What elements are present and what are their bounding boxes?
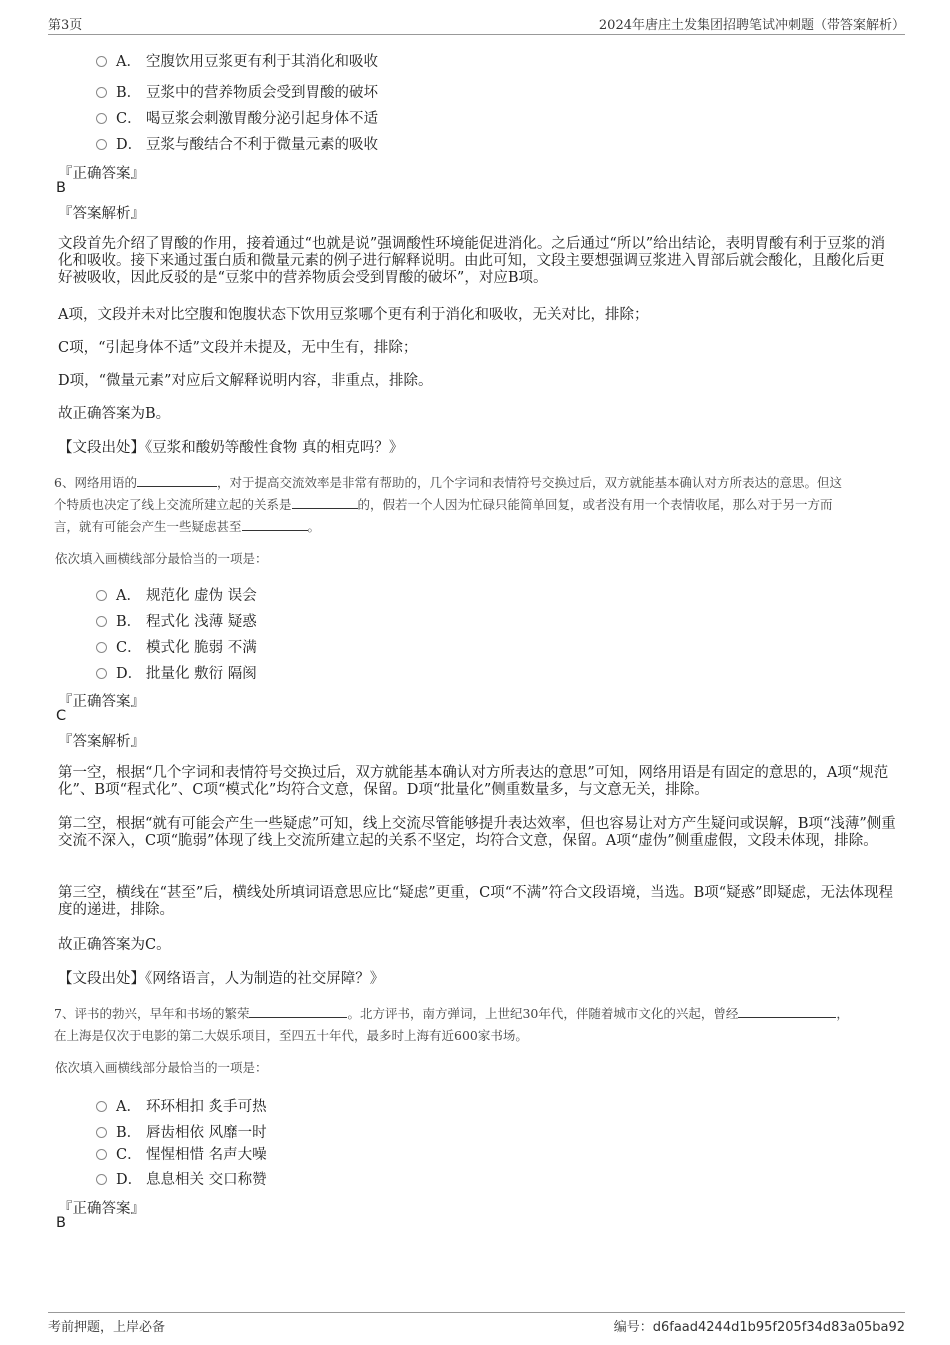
radio-icon[interactable] bbox=[96, 56, 107, 67]
radio-icon[interactable] bbox=[96, 113, 107, 124]
q6-source: 【文段出处】《网络语言，人为制造的社交屏障？》 bbox=[58, 971, 385, 987]
q6-option-a[interactable]: A． 规范化 虚伪 误会 bbox=[96, 584, 257, 605]
q5-analysis-para-5: 故正确答案为B。 bbox=[58, 406, 171, 422]
q7-answer: B bbox=[56, 1215, 66, 1231]
radio-icon[interactable] bbox=[96, 642, 107, 653]
q7-option-d[interactable]: D． 息息相关 交口称赞 bbox=[96, 1168, 267, 1189]
radio-icon[interactable] bbox=[96, 590, 107, 601]
radio-icon[interactable] bbox=[96, 1174, 107, 1185]
q7-stem: 7、评书的勃兴，早年和书场的繁荣 。北方评书，南方弹词，上世纪30年代，伴随着城市文化的兴起，曾经 ， 在上海是仅次于电影的第二大娱乐项目，至四五十年代，最多时上海有近600家书场。 bbox=[54, 1003, 900, 1047]
q6-option-c[interactable]: C． 模式化 脆弱 不满 bbox=[96, 636, 257, 657]
q5-analysis-para-4: D项，“微量元素”对应后文解释说明内容，非重点，排除。 bbox=[58, 373, 433, 389]
document-code: 编号：d6faad4244d1b95f205f34d83a05ba92 bbox=[613, 1320, 905, 1335]
q7-option-a[interactable]: A． 环环相扣 炙手可热 bbox=[96, 1095, 267, 1116]
page-number: 第3页 bbox=[48, 18, 83, 33]
blank-2[interactable] bbox=[292, 494, 358, 509]
q5-option-c[interactable]: C． 喝豆浆会刺激胃酸分泌引起身体不适 bbox=[96, 107, 378, 128]
q6-analysis-para-2: 第二空，根据“就有可能会产生一些疑虑”可知，线上交流尽管能够提升表达效率，但也容易让对方产生疑问或误解，B项“浅薄”侧重交流不深入，C项“脆弱”体现了线上交流所建立起的关系不坚定，均符合文意，保留。A项“虚伪”侧重虚假，文段未体现，排除。 bbox=[58, 816, 896, 849]
radio-icon[interactable] bbox=[96, 668, 107, 679]
document-title: 2024年唐庄土发集团招聘笔试冲刺题（带答案解析） bbox=[598, 18, 905, 33]
q6-answer: C bbox=[56, 708, 67, 724]
blank-1[interactable] bbox=[137, 472, 217, 487]
q5-analysis-para-2: A项，文段并未对比空腹和饱腹状态下饮用豆浆哪个更有利于消化和吸收，无关对比，排除； bbox=[58, 307, 649, 323]
q6-prompt: 依次填入画横线部分最恰当的一项是： bbox=[55, 551, 268, 566]
q5-answer: B bbox=[56, 180, 66, 196]
radio-icon[interactable] bbox=[96, 1101, 107, 1112]
q5-option-b[interactable]: B． 豆浆中的营养物质会受到胃酸的破坏 bbox=[96, 81, 378, 102]
radio-icon[interactable] bbox=[96, 139, 107, 150]
q7-option-b[interactable]: B． 唇齿相依 风靡一时 bbox=[96, 1121, 267, 1142]
q6-option-d[interactable]: D． 批量化 敷衍 隔阂 bbox=[96, 662, 257, 683]
q6-analysis-para-1: 第一空，根据“几个字词和表情符号交换过后，双方就能基本确认对方所表达的意思”可知，网络用语是有固定的意思的，A项“规范化”、B项“程式化”、C项“模式化”均符合文意，保留。D项“批量化”侧重数量多，与文意无关，排除。 bbox=[58, 765, 889, 798]
q5-analysis-para-3: C项，“引起身体不适”文段并未提及，无中生有，排除； bbox=[58, 340, 418, 356]
radio-icon[interactable] bbox=[96, 616, 107, 627]
blank-2[interactable] bbox=[738, 1003, 836, 1018]
blank-3[interactable] bbox=[242, 516, 308, 531]
blank-1[interactable] bbox=[249, 1003, 347, 1018]
footer-slogan: 考前押题，上岸必备 bbox=[48, 1320, 166, 1335]
radio-icon[interactable] bbox=[96, 1149, 107, 1160]
q5-option-d[interactable]: D． 豆浆与酸结合不利于微量元素的吸收 bbox=[96, 133, 378, 154]
q5-option-a[interactable]: A． 空腹饮用豆浆更有利于其消化和吸收 bbox=[96, 50, 378, 71]
q6-analysis-para-4: 故正确答案为C。 bbox=[58, 937, 171, 953]
q6-answer-label: 『正确答案』 bbox=[58, 694, 145, 710]
q6-option-b[interactable]: B． 程式化 浅薄 疑惑 bbox=[96, 610, 257, 631]
q5-analysis-label: 『答案解析』 bbox=[58, 206, 145, 222]
q5-source: 【文段出处】《豆浆和酸奶等酸性食物 真的相克吗？》 bbox=[58, 440, 404, 456]
radio-icon[interactable] bbox=[96, 87, 107, 98]
q6-analysis-para-3: 第三空，横线在“甚至”后，横线处所填词语意思应比“疑虑”更重，C项“不满”符合文段语境，当选。B项“疑惑”即疑虑，无法体现程度的递进，排除。 bbox=[58, 885, 894, 918]
q5-analysis-para-1: 文段首先介绍了胃酸的作用，接着通过“也就是说”强调酸性环境能促进消化。之后通过“所以”给出结论，表明胃酸有利于豆浆的消化和吸收。接下来通过蛋白质和微量元素的例子进行解释说明。由此可知，文段主要想强调豆浆进入胃部后就会酸化，且酸化后更好被吸收，因此反驳的是“豆浆中的营养物质会受到胃酸的破坏”，对应B项。 bbox=[58, 236, 886, 286]
q7-answer-label: 『正确答案』 bbox=[58, 1201, 145, 1217]
page-footer bbox=[48, 1312, 905, 1333]
radio-icon[interactable] bbox=[96, 1127, 107, 1138]
q6-analysis-label: 『答案解析』 bbox=[58, 734, 145, 750]
page-header bbox=[48, 14, 905, 35]
q6-stem: 6、网络用语的 ，对于提高交流效率是非常有帮助的，几个字词和表情符号交换过后，双方就能基本确认对方所表达的意思。但这 个特质也决定了线上交流所建立起的关系是 的，假若一个人因为忙碌只能简单回复，或者没有用一个表情收尾，那么对于另一方而 言，就有可能会产生一些疑虑甚至 。 bbox=[54, 472, 900, 538]
q7-prompt: 依次填入画横线部分最恰当的一项是： bbox=[55, 1060, 268, 1075]
q7-option-c[interactable]: C． 惺惺相惜 名声大噪 bbox=[96, 1143, 267, 1164]
q5-answer-label: 『正确答案』 bbox=[58, 166, 145, 182]
